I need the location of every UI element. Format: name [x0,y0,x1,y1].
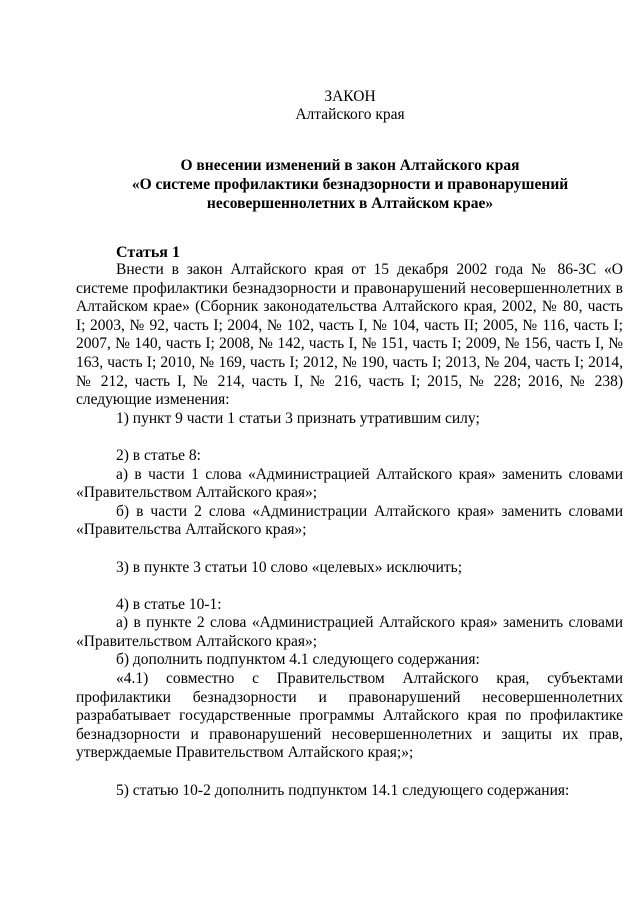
paragraph-item-2b: б) в части 2 слова «Администрации Алтайского края» заменить словами «Правительства Алтайского края»; [76,502,623,539]
paragraph-item-2a: а) в части 1 слова «Администрацией Алтайского края» заменить словами «Правительством Алтайского края»; [76,465,623,502]
article-heading: Статья 1 [116,244,180,261]
law-title-line-3: несовершеннолетних в Алтайском крае» [206,195,494,212]
law-title-line-1: О внесении изменений в закон Алтайского края [180,157,520,174]
paragraph-item-4a: а) в пункте 2 слова «Администрацией Алтайского края» заменить словами «Правительством Алтайского края»; [76,614,623,650]
paragraph-item-3: 3) в пункте 3 статьи 10 слово «целевых» исключить; [116,558,463,576]
paragraph-item-1: 1) пункт 9 части 1 статьи 3 признать утратившим силу; [116,409,480,427]
law-type-heading: ЗАКОН [324,88,376,105]
article-body [76,261,623,800]
law-region-heading: Алтайского края [295,106,405,123]
paragraph-item-4: 4) в статье 10-1: [116,595,222,613]
paragraph-item-4b: б) дополнить подпунктом 4.1 следующего содержания: [116,651,480,669]
law-title-line-2: «О системе профилактики безнадзорности и правонарушений [131,176,569,193]
paragraph-item-5: 5) статью 10-2 дополнить подпунктом 14.1 следующего содержания: [116,781,570,799]
paragraph-preamble: Внести в закон Алтайского края от 15 декабря 2002 года № 86-ЗС «О системе профилактики безнадзорности и правонарушений несовершеннолетних в Алтайском крае» (Сборник законодательства Алтайского края, 2002, № 80, часть I; 2003, № 92, часть I; 2004, № 102, часть I, № 104, часть II; 2005, № 116, часть I; 2007, № 140, часть I; 2008, № 142, часть I, № 151, часть I; 2009, № 156, часть I, № 163, часть I; 2010, № 169, часть I; 2012, № 190, часть I; 2013, № 204, часть I; 2014, № 212, часть I, № 214, часть I, № 216, часть I; 2015, № 228; 2016, № 238) следующие изменения: [76,261,623,409]
paragraph-item-4-1: «4.1) совместно с Правительством Алтайского края, субъектами профилактики безнадзорности и правонарушений несовершеннолетних разрабатывает государственные программы Алтайского края по профилактике безнадзорности и правонарушений несовершеннолетних и защиты их прав, утверждаемые Правительством Алтайского края;»; [76,670,623,762]
paragraph-item-2: 2) в статье 8: [116,446,201,464]
